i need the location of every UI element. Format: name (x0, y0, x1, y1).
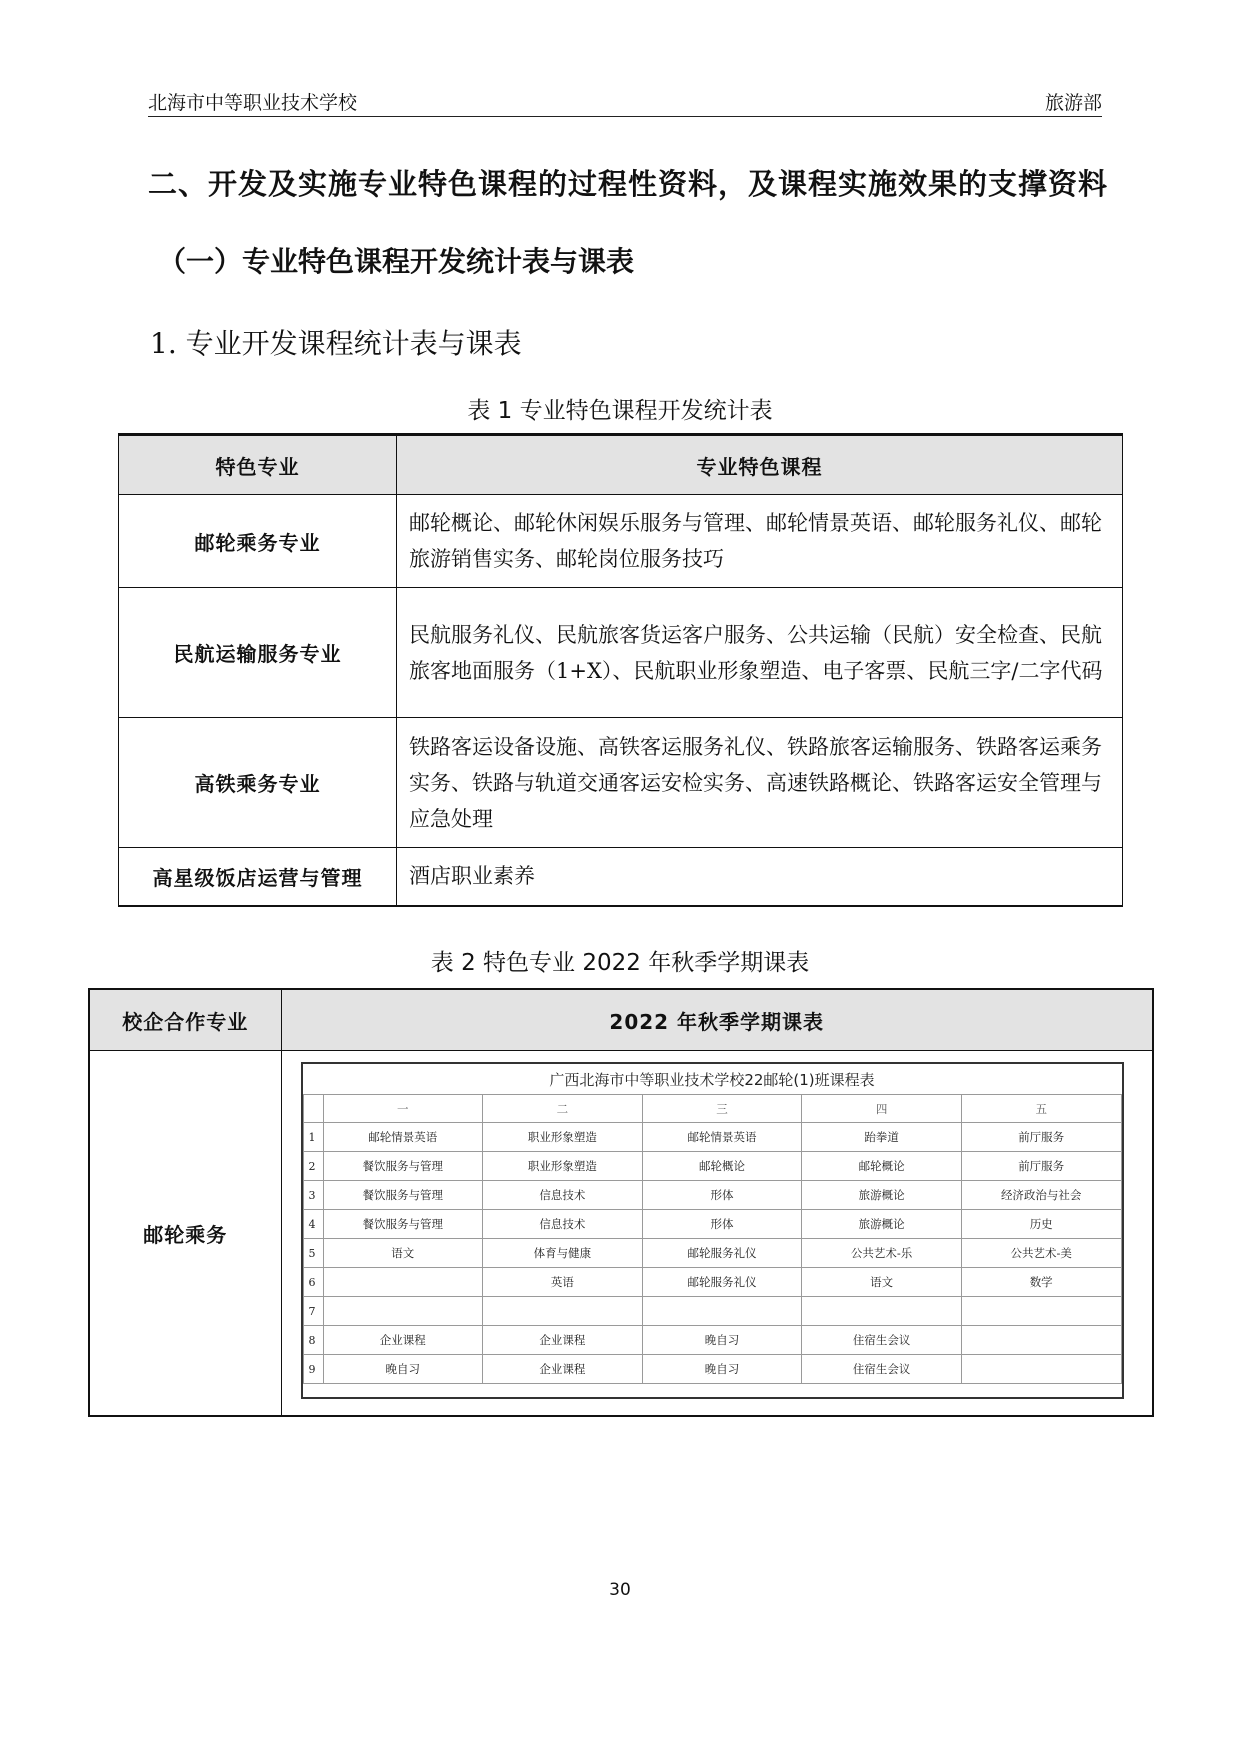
sub-subsection-heading: 1. 专业开发课程统计表与课表 (150, 327, 522, 360)
timetable-row (303, 1268, 1121, 1297)
timetable-cell: 企业课程 (483, 1326, 643, 1355)
timetable-cell: 餐饮服务与管理 (323, 1152, 483, 1181)
major-name: 邮轮乘务 (89, 1051, 281, 1417)
column-header: 校企合作专业 (89, 989, 281, 1051)
period-header (303, 1095, 323, 1123)
timetable-cell: 餐饮服务与管理 (323, 1181, 483, 1210)
timetable-cell: 职业形象塑造 (483, 1123, 643, 1152)
table-header-row (119, 435, 1123, 495)
timetable-cell: 形体 (642, 1210, 802, 1239)
timetable-cell: 历史 (961, 1210, 1121, 1239)
timetable-cell: 信息技术 (483, 1210, 643, 1239)
major-name: 高星级饭店运营与管理 (119, 848, 397, 906)
timetable-cell: 企业课程 (483, 1355, 643, 1384)
timetable-title: 广西北海市中等职业技术学校22邮轮(1)班课程表 (303, 1064, 1121, 1095)
timetable-cell: 邮轮服务礼仪 (642, 1239, 802, 1268)
period-number: 1 (303, 1123, 323, 1152)
period-number: 8 (303, 1326, 323, 1355)
day-header: 二 (483, 1095, 643, 1123)
timetable-cell: 数学 (961, 1268, 1121, 1297)
timetable-cell: 旅游概论 (802, 1210, 962, 1239)
timetable-cell: 英语 (483, 1268, 643, 1297)
timetable-cell: 形体 (642, 1181, 802, 1210)
column-header: 专业特色课程 (397, 435, 1123, 495)
class-timetable (303, 1064, 1122, 1384)
header-divider (148, 116, 1102, 117)
day-header: 五 (961, 1095, 1121, 1123)
timetable-row (303, 1152, 1121, 1181)
column-header: 2022 年秋季学期课表 (281, 989, 1153, 1051)
timetable-cell (323, 1297, 483, 1326)
timetable-cell (642, 1297, 802, 1326)
period-number: 6 (303, 1268, 323, 1297)
timetable-cell: 语文 (802, 1268, 962, 1297)
table-header-row (89, 989, 1153, 1051)
period-number: 4 (303, 1210, 323, 1239)
course-list: 酒店职业素养 (397, 848, 1123, 906)
timetable-cell: 体育与健康 (483, 1239, 643, 1268)
day-header: 四 (802, 1095, 962, 1123)
timetable-cell: 住宿生会议 (802, 1326, 962, 1355)
timetable-cell (802, 1297, 962, 1326)
schedule-container (281, 1051, 1153, 1417)
period-number: 5 (303, 1239, 323, 1268)
timetable-cell (961, 1355, 1121, 1384)
timetable-cell (961, 1297, 1121, 1326)
timetable-cell: 经济政治与社会 (961, 1181, 1121, 1210)
timetable-cell: 前厅服务 (961, 1152, 1121, 1181)
timetable-body (303, 1123, 1121, 1384)
timetable-cell (323, 1268, 483, 1297)
timetable-row (303, 1326, 1121, 1355)
period-number: 7 (303, 1297, 323, 1326)
timetable-cell: 职业形象塑造 (483, 1152, 643, 1181)
course-list: 民航服务礼仪、民航旅客货运客户服务、公共运输（民航）安全检查、民航旅客地面服务（1+X）、民航职业形象塑造、电子客票、民航三字/二字代码 (397, 588, 1123, 718)
timetable-day-header (303, 1095, 1121, 1123)
timetable-cell: 公共艺术-美 (961, 1239, 1121, 1268)
timetable-cell: 邮轮概论 (802, 1152, 962, 1181)
header-school-name: 北海市中等职业技术学校 (148, 92, 358, 114)
day-header: 三 (642, 1095, 802, 1123)
timetable-row (303, 1355, 1121, 1384)
course-list: 铁路客运设备设施、高铁客运服务礼仪、铁路旅客运输服务、铁路客运乘务实务、铁路与轨道交通客运安检实务、高速铁路概论、铁路客运安全管理与应急处理 (397, 718, 1123, 848)
timetable-cell: 住宿生会议 (802, 1355, 962, 1384)
semester-schedule-table (88, 988, 1154, 1417)
timetable-cell: 晚自习 (323, 1355, 483, 1384)
major-name: 邮轮乘务专业 (119, 495, 397, 588)
timetable-cell (483, 1297, 643, 1326)
timetable-cell: 跆拳道 (802, 1123, 962, 1152)
timetable-cell: 语文 (323, 1239, 483, 1268)
timetable-cell: 邮轮服务礼仪 (642, 1268, 802, 1297)
table-row (119, 495, 1123, 588)
table-row (119, 718, 1123, 848)
timetable-row (303, 1123, 1121, 1152)
timetable-cell: 晚自习 (642, 1355, 802, 1384)
timetable-row (303, 1210, 1121, 1239)
table-row (119, 588, 1123, 718)
timetable-row (303, 1239, 1121, 1268)
period-number: 2 (303, 1152, 323, 1181)
major-name: 高铁乘务专业 (119, 718, 397, 848)
class-timetable-image (301, 1062, 1124, 1399)
period-number: 9 (303, 1355, 323, 1384)
timetable-row (303, 1181, 1121, 1210)
column-header: 特色专业 (119, 435, 397, 495)
period-number: 3 (303, 1181, 323, 1210)
timetable-cell: 邮轮概论 (642, 1152, 802, 1181)
timetable-cell: 旅游概论 (802, 1181, 962, 1210)
header-department: 旅游部 (1044, 92, 1102, 114)
table-row (119, 848, 1123, 906)
timetable-cell: 信息技术 (483, 1181, 643, 1210)
table-row (89, 1051, 1153, 1417)
course-list: 邮轮概论、邮轮休闲娱乐服务与管理、邮轮情景英语、邮轮服务礼仪、邮轮旅游销售实务、邮轮岗位服务技巧 (397, 495, 1123, 588)
timetable-cell: 晚自习 (642, 1326, 802, 1355)
major-name: 民航运输服务专业 (119, 588, 397, 718)
section-heading: 二、开发及实施专业特色课程的过程性资料，及课程实施效果的支撑资料 (148, 167, 1109, 201)
timetable-cell: 邮轮情景英语 (323, 1123, 483, 1152)
course-development-table (118, 433, 1123, 907)
timetable-row (303, 1297, 1121, 1326)
page-number: 30 (609, 1580, 631, 1600)
subsection-heading: （一）专业特色课程开发统计表与课表 (158, 245, 635, 278)
timetable-cell: 前厅服务 (961, 1123, 1121, 1152)
table2-caption: 表 2 特色专业 2022 年秋季学期课表 (430, 950, 810, 976)
day-header: 一 (323, 1095, 483, 1123)
table1-caption: 表 1 专业特色课程开发统计表 (467, 398, 773, 424)
timetable-cell: 公共艺术-乐 (802, 1239, 962, 1268)
timetable-cell: 企业课程 (323, 1326, 483, 1355)
timetable-cell: 邮轮情景英语 (642, 1123, 802, 1152)
timetable-cell: 餐饮服务与管理 (323, 1210, 483, 1239)
timetable-cell (961, 1326, 1121, 1355)
